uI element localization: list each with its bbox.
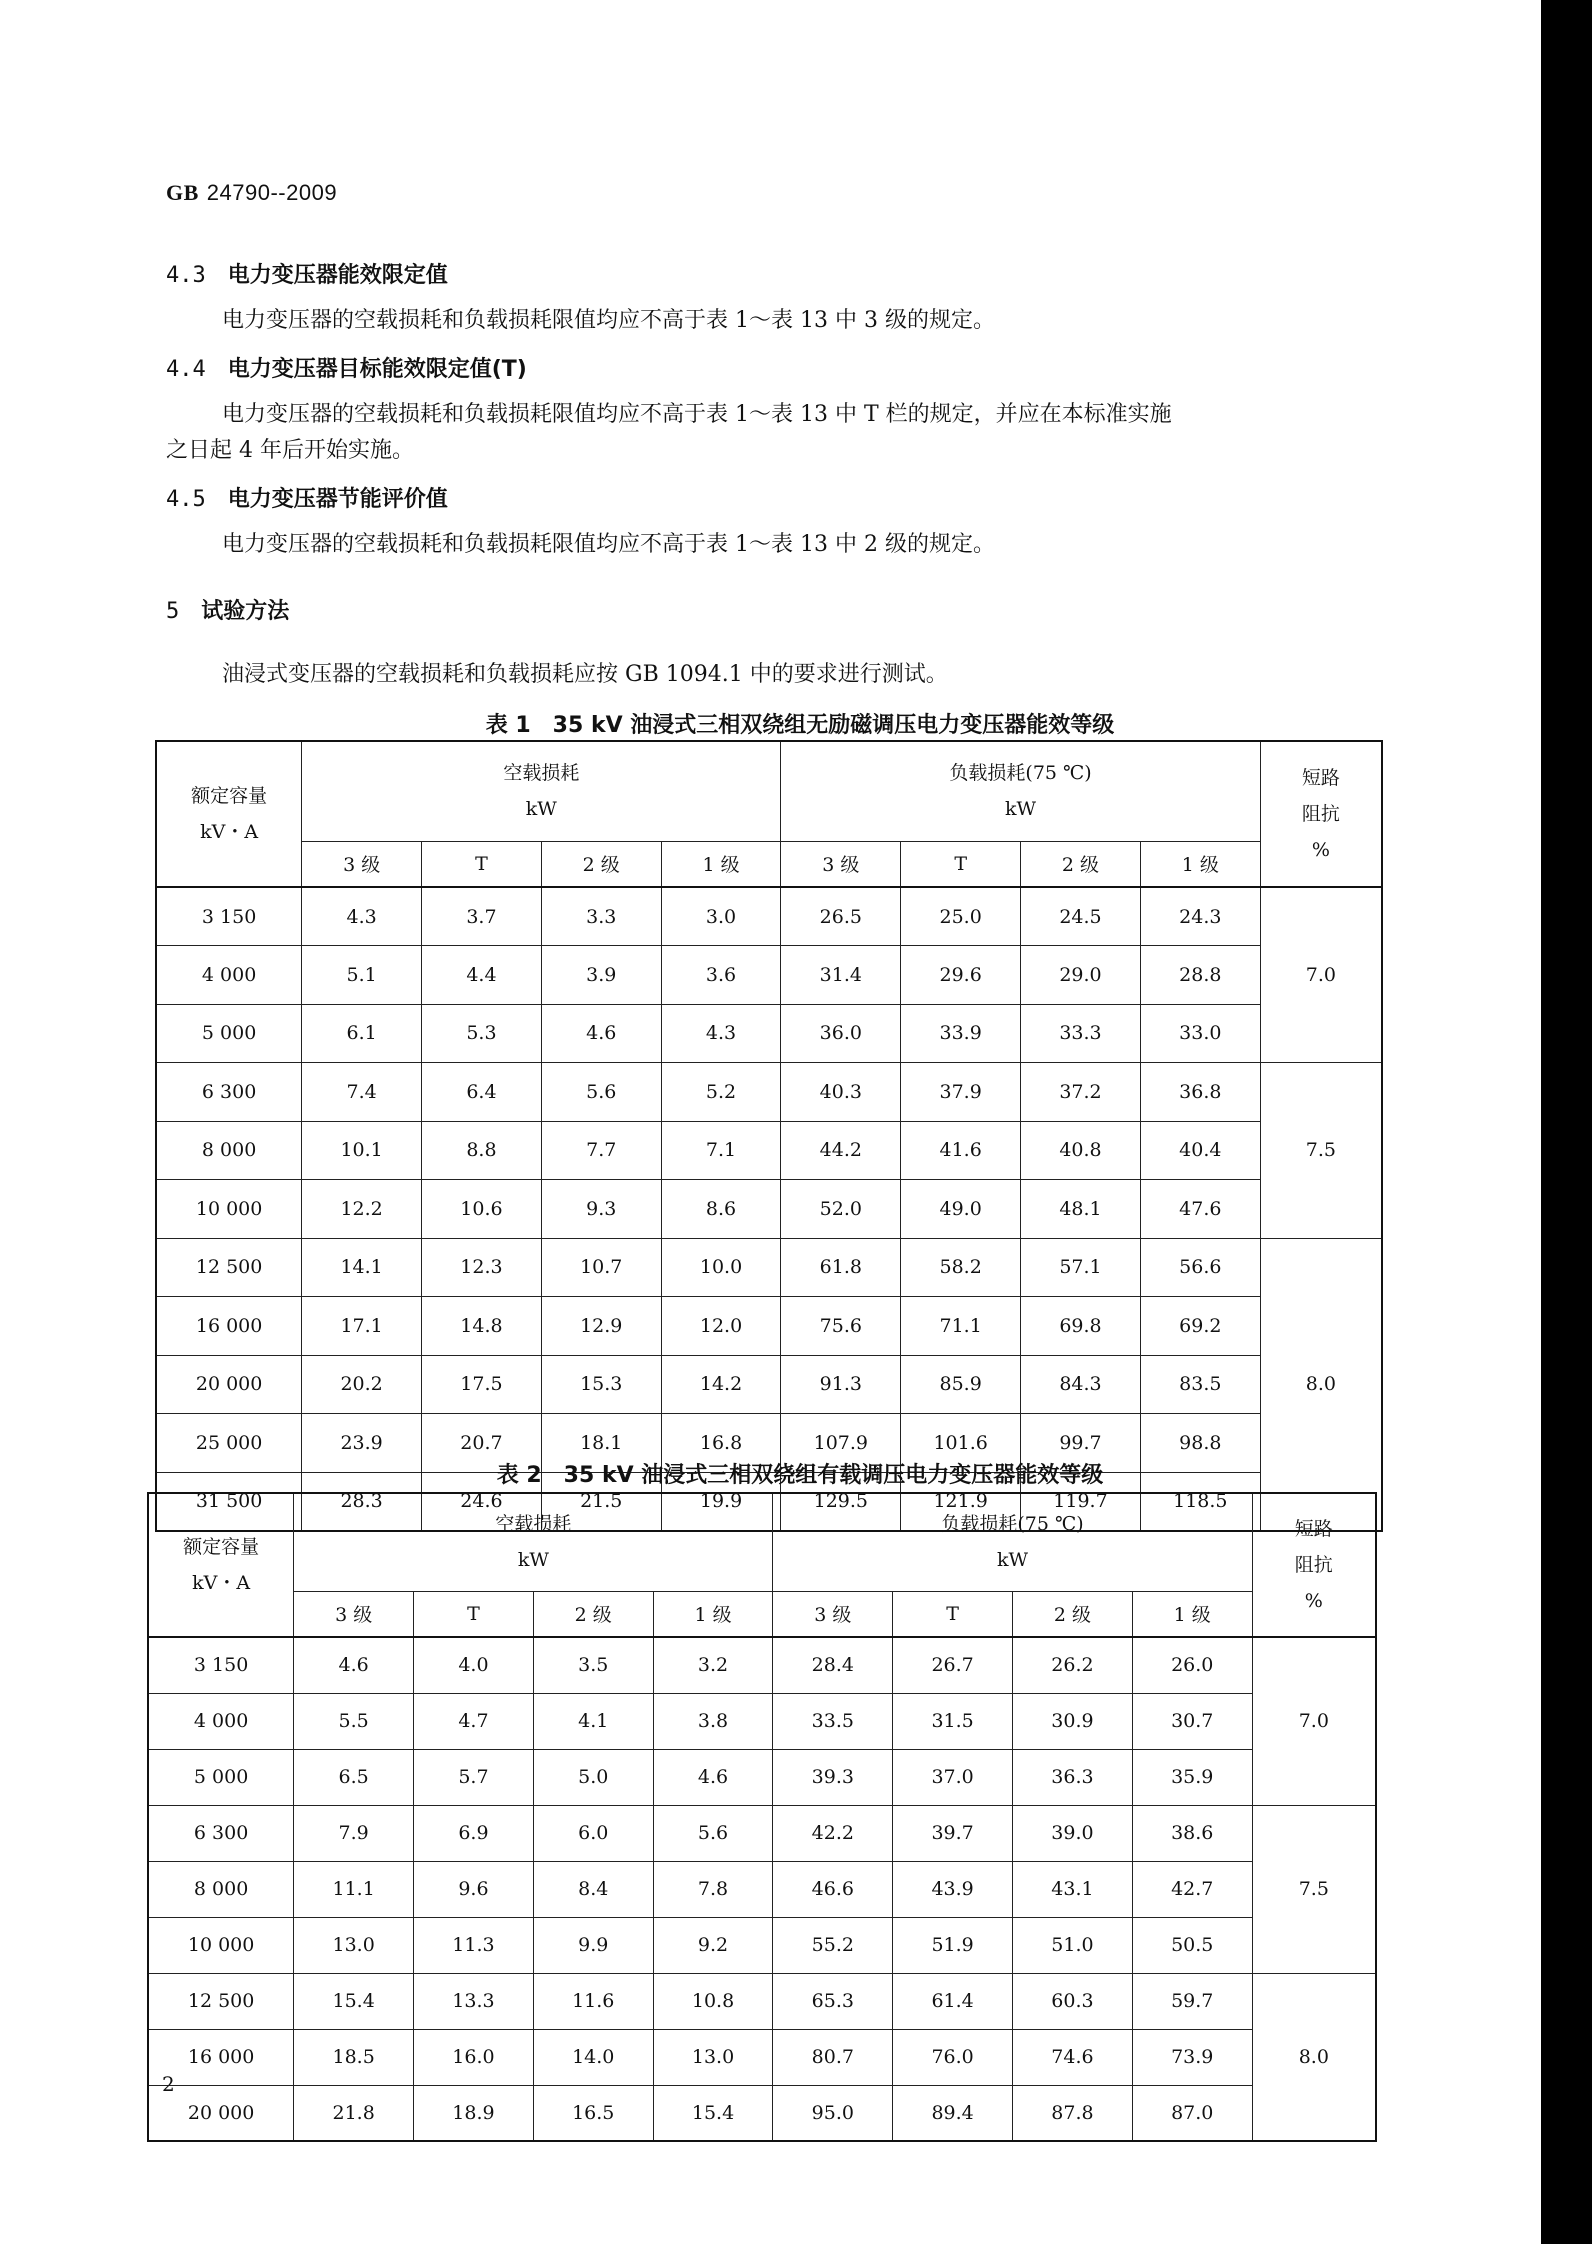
loss-value-cell: 37.2 (1021, 1063, 1141, 1122)
loss-value-cell: 33.9 (901, 1004, 1021, 1063)
loss-value-cell: 3.0 (661, 887, 781, 946)
table-row (148, 1805, 1376, 1861)
grade-header: 2 级 (541, 841, 661, 887)
loss-value-cell: 107.9 (781, 1414, 901, 1473)
loss-value-cell: 20.2 (302, 1355, 422, 1414)
loss-value-cell: 3.3 (541, 887, 661, 946)
capacity-cell: 6 300 (156, 1063, 302, 1122)
capacity-cell: 8 000 (156, 1121, 302, 1180)
noload-loss-header: 空载损耗 kW (302, 741, 781, 841)
table-row (148, 1637, 1376, 1693)
loss-value-cell: 5.5 (294, 1693, 414, 1749)
table-row (148, 1861, 1376, 1917)
loss-value-cell: 17.5 (422, 1355, 542, 1414)
loss-value-cell: 49.0 (901, 1180, 1021, 1239)
loss-value-cell: 18.9 (414, 2085, 534, 2141)
loss-value-cell: 11.1 (294, 1861, 414, 1917)
table1 (155, 740, 1383, 1532)
standard-number: GB 24790--2009 (166, 180, 338, 205)
loss-value-cell: 5.6 (541, 1063, 661, 1122)
section-4-4-text-line2: 之日起 4 年后开始实施。 (166, 438, 414, 463)
loss-value-cell: 4.6 (541, 1004, 661, 1063)
loss-value-cell: 7.8 (653, 1861, 773, 1917)
loss-value-cell: 69.8 (1021, 1297, 1141, 1356)
loss-value-cell: 121.9 (901, 1472, 1021, 1531)
loss-value-cell: 7.4 (302, 1063, 422, 1122)
table-row (156, 1297, 1382, 1356)
loss-value-cell: 9.3 (541, 1180, 661, 1239)
loss-value-cell: 85.9 (901, 1355, 1021, 1414)
grade-header: 3 级 (781, 841, 901, 887)
loss-value-cell: 57.1 (1021, 1238, 1141, 1297)
loss-value-cell: 13.0 (294, 1917, 414, 1973)
loss-value-cell: 87.0 (1132, 2085, 1252, 2141)
loss-value-cell: 40.8 (1021, 1121, 1141, 1180)
loss-value-cell: 69.2 (1140, 1297, 1260, 1356)
loss-value-cell: 26.0 (1132, 1637, 1252, 1693)
loss-value-cell: 42.2 (773, 1805, 893, 1861)
section-4-5-heading: 4.5 电力变压器节能评价值 (166, 487, 448, 512)
loss-value-cell: 42.7 (1132, 1861, 1252, 1917)
loss-value-cell: 3.9 (541, 946, 661, 1005)
loss-value-cell: 56.6 (1140, 1238, 1260, 1297)
loss-value-cell: 36.8 (1140, 1063, 1260, 1122)
loss-value-cell: 95.0 (773, 2085, 893, 2141)
loss-value-cell: 75.6 (781, 1297, 901, 1356)
loss-value-cell: 13.3 (414, 1973, 534, 2029)
loss-value-cell: 3.6 (661, 946, 781, 1005)
table-row (156, 946, 1382, 1005)
loss-value-cell: 41.6 (901, 1121, 1021, 1180)
loss-value-cell: 60.3 (1013, 1973, 1133, 2029)
loss-value-cell: 24.3 (1140, 887, 1260, 946)
grade-header: T (422, 841, 542, 887)
loss-value-cell: 98.8 (1140, 1414, 1260, 1473)
capacity-cell: 4 000 (156, 946, 302, 1005)
loss-value-cell: 20.7 (422, 1414, 542, 1473)
loss-value-cell: 30.9 (1013, 1693, 1133, 1749)
loss-value-cell: 28.3 (302, 1472, 422, 1531)
loss-value-cell: 48.1 (1021, 1180, 1141, 1239)
grade-header: 1 级 (1132, 1591, 1252, 1637)
table-row (156, 1004, 1382, 1063)
loss-value-cell: 6.4 (422, 1063, 542, 1122)
loss-value-cell: 4.6 (294, 1637, 414, 1693)
loss-value-cell: 9.2 (653, 1917, 773, 1973)
loss-value-cell: 31.4 (781, 946, 901, 1005)
loss-value-cell: 14.0 (533, 2029, 653, 2085)
loss-value-cell: 51.0 (1013, 1917, 1133, 1973)
grade-header: 3 级 (302, 841, 422, 887)
loss-value-cell: 52.0 (781, 1180, 901, 1239)
capacity-cell: 16 000 (148, 2029, 294, 2085)
grade-header: 2 级 (1013, 1591, 1133, 1637)
loss-value-cell: 4.0 (414, 1637, 534, 1693)
capacity-header: 额定容量 kV・A (156, 741, 302, 887)
table-row (156, 887, 1382, 946)
table2 (147, 1492, 1377, 2142)
loss-value-cell: 13.0 (653, 2029, 773, 2085)
loss-value-cell: 55.2 (773, 1917, 893, 1973)
capacity-cell: 16 000 (156, 1297, 302, 1356)
page-number: 2 (162, 2072, 175, 2096)
loss-value-cell: 24.5 (1021, 887, 1141, 946)
loss-value-cell: 129.5 (781, 1472, 901, 1531)
loss-value-cell: 16.0 (414, 2029, 534, 2085)
loss-value-cell: 51.9 (893, 1917, 1013, 1973)
loss-value-cell: 7.9 (294, 1805, 414, 1861)
loss-value-cell: 39.3 (773, 1749, 893, 1805)
loss-value-cell: 118.5 (1140, 1472, 1260, 1531)
loss-value-cell: 18.1 (541, 1414, 661, 1473)
loss-value-cell: 7.7 (541, 1121, 661, 1180)
loss-value-cell: 40.3 (781, 1063, 901, 1122)
loss-value-cell: 5.6 (653, 1805, 773, 1861)
loss-value-cell: 74.6 (1013, 2029, 1133, 2085)
grade-header: T (893, 1591, 1013, 1637)
loss-value-cell: 16.8 (661, 1414, 781, 1473)
loss-value-cell: 47.6 (1140, 1180, 1260, 1239)
loss-value-cell: 35.9 (1132, 1749, 1252, 1805)
grade-header: 3 级 (294, 1591, 414, 1637)
table-row (156, 1180, 1382, 1239)
loss-value-cell: 10.8 (653, 1973, 773, 2029)
loss-value-cell: 8.6 (661, 1180, 781, 1239)
loss-value-cell: 29.6 (901, 946, 1021, 1005)
loss-value-cell: 10.0 (661, 1238, 781, 1297)
loss-value-cell: 39.0 (1013, 1805, 1133, 1861)
loss-value-cell: 15.4 (653, 2085, 773, 2141)
section-4-4-text-line1: 电力变压器的空载损耗和负载损耗限值均应不高于表 1～表 13 中 T 栏的规定，并应在本标准实施 (222, 402, 1172, 427)
capacity-cell: 12 500 (148, 1973, 294, 2029)
table-row (148, 1917, 1376, 1973)
loss-value-cell: 43.9 (893, 1861, 1013, 1917)
loss-value-cell: 3.5 (533, 1637, 653, 1693)
loss-value-cell: 26.2 (1013, 1637, 1133, 1693)
loss-value-cell: 91.3 (781, 1355, 901, 1414)
loss-value-cell: 5.3 (422, 1004, 542, 1063)
loss-value-cell: 44.2 (781, 1121, 901, 1180)
capacity-header: 额定容量 kV・A (148, 1493, 294, 1637)
impedance-header: 短路 阻抗 % (1260, 741, 1382, 887)
table-row (148, 1973, 1376, 2029)
grade-header: 2 级 (533, 1591, 653, 1637)
capacity-cell: 20 000 (148, 2085, 294, 2141)
section-4-3-heading: 4.3 电力变压器能效限定值 (166, 263, 448, 288)
loss-value-cell: 4.3 (661, 1004, 781, 1063)
capacity-cell: 5 000 (156, 1004, 302, 1063)
loss-value-cell: 36.3 (1013, 1749, 1133, 1805)
loss-value-cell: 23.9 (302, 1414, 422, 1473)
table1-caption: 表 1 35 kV 油浸式三相双绕组无励磁调压电力变压器能效等级 (485, 713, 1115, 738)
loss-value-cell: 10.1 (302, 1121, 422, 1180)
noload-loss-header: 空载损耗 kW (294, 1493, 773, 1591)
table-row (148, 2085, 1376, 2141)
loss-value-cell: 6.5 (294, 1749, 414, 1805)
loss-value-cell: 24.6 (422, 1472, 542, 1531)
loss-value-cell: 12.2 (302, 1180, 422, 1239)
loss-value-cell: 36.0 (781, 1004, 901, 1063)
loss-value-cell: 25.0 (901, 887, 1021, 946)
loss-value-cell: 40.4 (1140, 1121, 1260, 1180)
loss-value-cell: 59.7 (1132, 1973, 1252, 2029)
loss-value-cell: 80.7 (773, 2029, 893, 2085)
loss-value-cell: 58.2 (901, 1238, 1021, 1297)
grade-header: 2 级 (1021, 841, 1141, 887)
loss-value-cell: 21.5 (541, 1472, 661, 1531)
loss-value-cell: 6.9 (414, 1805, 534, 1861)
loss-value-cell: 8.4 (533, 1861, 653, 1917)
capacity-cell: 12 500 (156, 1238, 302, 1297)
loss-value-cell: 33.3 (1021, 1004, 1141, 1063)
section-4-4-heading: 4.4 电力变压器目标能效限定值(T) (166, 357, 527, 382)
loss-value-cell: 31.5 (893, 1693, 1013, 1749)
loss-value-cell: 14.1 (302, 1238, 422, 1297)
loss-value-cell: 14.2 (661, 1355, 781, 1414)
loss-value-cell: 46.6 (773, 1861, 893, 1917)
loss-value-cell: 26.7 (893, 1637, 1013, 1693)
loss-value-cell: 15.3 (541, 1355, 661, 1414)
capacity-cell: 3 150 (148, 1637, 294, 1693)
loss-value-cell: 4.7 (414, 1693, 534, 1749)
grade-header: 3 级 (773, 1591, 893, 1637)
table-row (148, 1693, 1376, 1749)
capacity-cell: 6 300 (148, 1805, 294, 1861)
impedance-header: 短路 阻抗 % (1252, 1493, 1376, 1637)
grade-header: 1 级 (1140, 841, 1260, 887)
loss-value-cell: 6.1 (302, 1004, 422, 1063)
loss-value-cell: 5.2 (661, 1063, 781, 1122)
loss-value-cell: 29.0 (1021, 946, 1141, 1005)
loss-value-cell: 37.9 (901, 1063, 1021, 1122)
loss-value-cell: 38.6 (1132, 1805, 1252, 1861)
section-4-5-text: 电力变压器的空载损耗和负载损耗限值均应不高于表 1～表 13 中 2 级的规定。 (222, 532, 995, 557)
section-5-heading: 5 试验方法 (166, 599, 290, 624)
grade-header: 1 级 (661, 841, 781, 887)
loss-value-cell: 101.6 (901, 1414, 1021, 1473)
capacity-cell: 4 000 (148, 1693, 294, 1749)
section-5-text: 油浸式变压器的空载损耗和负载损耗应按 GB 1094.1 中的要求进行测试。 (222, 662, 948, 687)
loss-value-cell: 87.8 (1013, 2085, 1133, 2141)
loss-value-cell: 76.0 (893, 2029, 1013, 2085)
capacity-cell: 10 000 (156, 1180, 302, 1239)
loss-value-cell: 28.4 (773, 1637, 893, 1693)
impedance-cell: 8.0 (1252, 1973, 1376, 2141)
loss-value-cell: 61.8 (781, 1238, 901, 1297)
loss-value-cell: 4.1 (533, 1693, 653, 1749)
loss-value-cell: 11.6 (533, 1973, 653, 2029)
table-row (156, 1355, 1382, 1414)
section-4-3-text: 电力变压器的空载损耗和负载损耗限值均应不高于表 1～表 13 中 3 级的规定。 (222, 308, 995, 333)
loss-value-cell: 18.5 (294, 2029, 414, 2085)
loss-value-cell: 14.8 (422, 1297, 542, 1356)
loss-value-cell: 12.3 (422, 1238, 542, 1297)
scan-edge-bar (1541, 0, 1592, 2244)
loss-value-cell: 33.0 (1140, 1004, 1260, 1063)
loss-value-cell: 12.9 (541, 1297, 661, 1356)
capacity-cell: 5 000 (148, 1749, 294, 1805)
loss-value-cell: 3.7 (422, 887, 542, 946)
table-row (156, 1121, 1382, 1180)
table-row (156, 1238, 1382, 1297)
loss-value-cell: 21.8 (294, 2085, 414, 2141)
loss-value-cell: 4.3 (302, 887, 422, 946)
capacity-cell: 25 000 (156, 1414, 302, 1473)
loss-value-cell: 37.0 (893, 1749, 1013, 1805)
capacity-cell: 31 500 (156, 1472, 302, 1531)
loss-value-cell: 99.7 (1021, 1414, 1141, 1473)
loss-value-cell: 9.9 (533, 1917, 653, 1973)
impedance-cell: 7.5 (1252, 1805, 1376, 1973)
load-loss-header: 负载损耗(75 ℃) kW (781, 741, 1260, 841)
loss-value-cell: 43.1 (1013, 1861, 1133, 1917)
loss-value-cell: 83.5 (1140, 1355, 1260, 1414)
loss-value-cell: 8.8 (422, 1121, 542, 1180)
loss-value-cell: 84.3 (1021, 1355, 1141, 1414)
loss-value-cell: 28.8 (1140, 946, 1260, 1005)
loss-value-cell: 73.9 (1132, 2029, 1252, 2085)
loss-value-cell: 11.3 (414, 1917, 534, 1973)
loss-value-cell: 15.4 (294, 1973, 414, 2029)
loss-value-cell: 4.4 (422, 946, 542, 1005)
load-loss-header: 负载损耗(75 ℃) kW (773, 1493, 1252, 1591)
grade-header: T (901, 841, 1021, 887)
loss-value-cell: 16.5 (533, 2085, 653, 2141)
loss-value-cell: 26.5 (781, 887, 901, 946)
table-row (148, 1749, 1376, 1805)
loss-value-cell: 39.7 (893, 1805, 1013, 1861)
impedance-cell: 8.0 (1260, 1238, 1382, 1531)
grade-header: T (414, 1591, 534, 1637)
loss-value-cell: 119.7 (1021, 1472, 1141, 1531)
impedance-cell: 7.5 (1260, 1063, 1382, 1239)
capacity-cell: 20 000 (156, 1355, 302, 1414)
loss-value-cell: 4.6 (653, 1749, 773, 1805)
loss-value-cell: 33.5 (773, 1693, 893, 1749)
loss-value-cell: 6.0 (533, 1805, 653, 1861)
loss-value-cell: 3.2 (653, 1637, 773, 1693)
table-row (148, 2029, 1376, 2085)
capacity-cell: 3 150 (156, 887, 302, 946)
grade-header: 1 级 (653, 1591, 773, 1637)
loss-value-cell: 10.6 (422, 1180, 542, 1239)
capacity-cell: 10 000 (148, 1917, 294, 1973)
loss-value-cell: 12.0 (661, 1297, 781, 1356)
loss-value-cell: 5.7 (414, 1749, 534, 1805)
table-row (156, 1063, 1382, 1122)
loss-value-cell: 50.5 (1132, 1917, 1252, 1973)
loss-value-cell: 65.3 (773, 1973, 893, 2029)
loss-value-cell: 71.1 (901, 1297, 1021, 1356)
loss-value-cell: 10.7 (541, 1238, 661, 1297)
loss-value-cell: 61.4 (893, 1973, 1013, 2029)
loss-value-cell: 30.7 (1132, 1693, 1252, 1749)
impedance-cell: 7.0 (1260, 887, 1382, 1063)
impedance-cell: 7.0 (1252, 1637, 1376, 1805)
loss-value-cell: 5.0 (533, 1749, 653, 1805)
loss-value-cell: 5.1 (302, 946, 422, 1005)
table2-caption: 表 2 35 kV 油浸式三相双绕组有载调压电力变压器能效等级 (496, 1463, 1104, 1488)
loss-value-cell: 7.1 (661, 1121, 781, 1180)
loss-value-cell: 9.6 (414, 1861, 534, 1917)
loss-value-cell: 3.8 (653, 1693, 773, 1749)
loss-value-cell: 89.4 (893, 2085, 1013, 2141)
loss-value-cell: 17.1 (302, 1297, 422, 1356)
loss-value-cell: 19.9 (661, 1472, 781, 1531)
capacity-cell: 8 000 (148, 1861, 294, 1917)
